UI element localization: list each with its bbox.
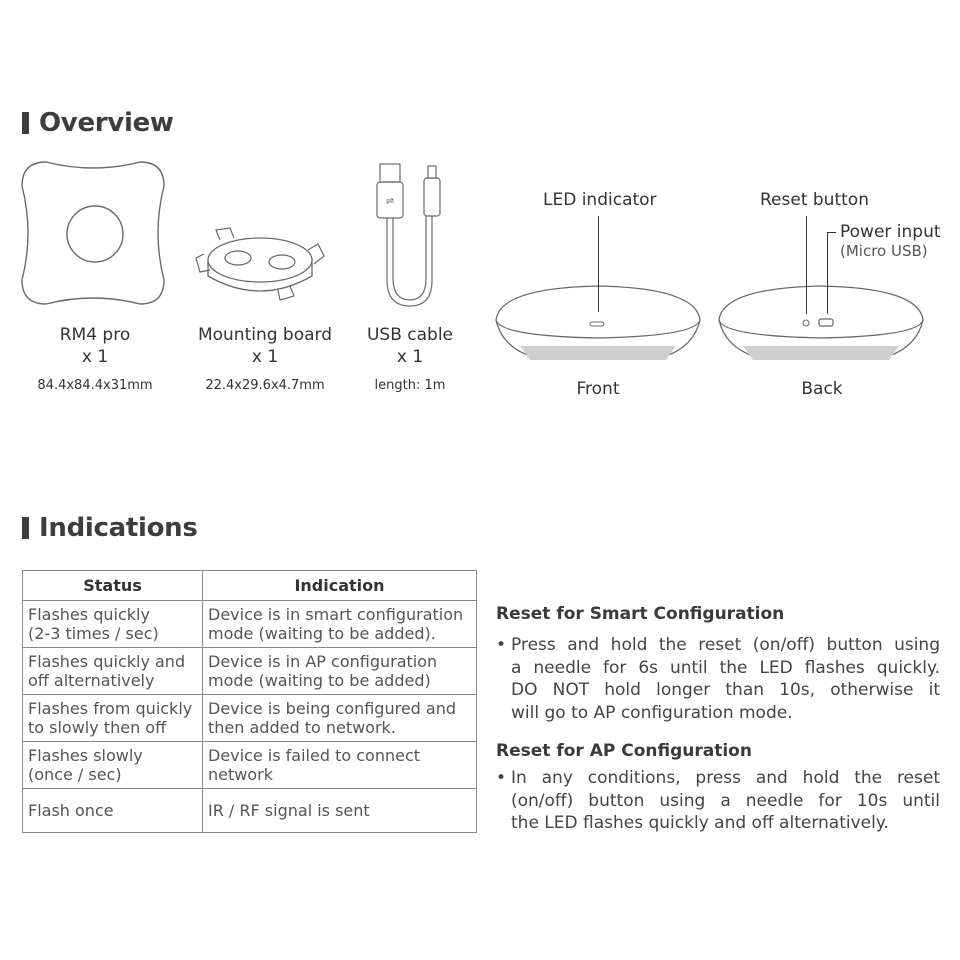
indications-title: Indications xyxy=(39,513,198,543)
table-row xyxy=(23,695,477,742)
product-name: RM4 pro xyxy=(59,325,131,345)
status-cell xyxy=(23,648,203,695)
rm4-pro-illustration xyxy=(18,158,168,308)
overview-title: Overview xyxy=(39,108,174,138)
cell-line: network xyxy=(208,765,273,784)
cell-line: to slowly then off xyxy=(28,718,167,737)
reset-leader-line xyxy=(806,216,807,314)
text-line: (on/off) button using a needle for 10s until xyxy=(511,790,940,811)
indications-heading xyxy=(22,513,198,543)
cell-line: IR / RF signal is sent xyxy=(208,801,370,820)
device-back-illustration xyxy=(713,280,929,370)
ap-reset-text xyxy=(496,767,940,835)
indication-cell xyxy=(203,742,477,789)
cell-line: mode (waiting to be added) xyxy=(208,671,431,690)
cell-line: Flash once xyxy=(28,801,114,820)
power-leader-line xyxy=(827,232,828,314)
text-line: Press and hold the reset (on/off) button using xyxy=(511,635,940,655)
smart-reset-heading: Reset for Smart Configuration xyxy=(496,604,785,624)
bullet-icon: • xyxy=(496,768,507,788)
product-name: USB cable xyxy=(366,325,454,345)
power-leader-tick xyxy=(827,232,836,233)
cell-line: Device is being configured and xyxy=(208,699,457,718)
smart-reset-text xyxy=(496,634,940,724)
status-cell xyxy=(23,601,203,648)
heading-bar xyxy=(22,517,29,539)
cell-line: Device is in AP configuration xyxy=(208,652,438,671)
bullet-icon: • xyxy=(496,635,507,655)
reset-button-label: Reset button xyxy=(760,190,869,210)
status-cell xyxy=(23,789,203,833)
led-indicator-label: LED indicator xyxy=(543,190,657,210)
power-input-label: Power input xyxy=(840,222,941,242)
cell-line: Flashes slowly xyxy=(28,746,143,765)
front-label: Front xyxy=(576,379,620,399)
cell-line: (2-3 times / sec) xyxy=(28,624,159,643)
table-row xyxy=(23,601,477,648)
back-label: Back xyxy=(801,379,843,399)
heading-bar xyxy=(22,112,29,134)
cell-line: Device is in smart configuration xyxy=(208,605,464,624)
indication-column-header: Indication xyxy=(203,571,477,601)
status-cell xyxy=(23,742,203,789)
text-line: the LED flashes quickly and off alternatively. xyxy=(511,813,889,833)
product-spec: length: 1m xyxy=(374,378,446,393)
cell-line: Device is failed to connect xyxy=(208,746,421,765)
text-line: a needle for 6s until the LED flashes quickly. xyxy=(511,657,940,678)
status-cell xyxy=(23,695,203,742)
table-row xyxy=(23,742,477,789)
product-spec: 22.4x29.6x4.7mm xyxy=(205,378,325,393)
cell-line: (once / sec) xyxy=(28,765,122,784)
table-row xyxy=(23,648,477,695)
table-header-row xyxy=(23,571,477,601)
cell-line: mode (waiting to be added). xyxy=(208,624,436,643)
cell-line: off alternatively xyxy=(28,671,155,690)
cell-line: then added to network. xyxy=(208,718,396,737)
text-line: will go to AP configuration mode. xyxy=(511,702,793,723)
indication-cell xyxy=(203,601,477,648)
text-line: In any conditions, press and hold the reset xyxy=(511,768,940,788)
mounting-board-illustration xyxy=(190,220,330,310)
indication-cell xyxy=(203,648,477,695)
indications-table xyxy=(22,570,477,833)
status-column-header: Status xyxy=(23,571,203,601)
svg-text:⇌: ⇌ xyxy=(385,196,395,207)
power-input-sublabel: (Micro USB) xyxy=(840,242,928,260)
product-qty: x 1 xyxy=(251,347,279,367)
cell-line: Flashes from quickly xyxy=(28,699,193,718)
indication-cell xyxy=(203,695,477,742)
table-row xyxy=(23,789,477,833)
product-name: Mounting board xyxy=(197,325,333,345)
indication-cell xyxy=(203,789,477,833)
product-spec: 84.4x84.4x31mm xyxy=(37,378,153,393)
product-qty: x 1 xyxy=(81,347,109,367)
text-line: DO NOT hold longer than 10s, otherwise it xyxy=(511,680,940,700)
cell-line: Flashes quickly xyxy=(28,605,150,624)
cell-line: Flashes quickly and xyxy=(28,652,186,671)
overview-heading xyxy=(22,108,174,138)
ap-reset-heading: Reset for AP Configuration xyxy=(496,741,752,761)
product-qty: x 1 xyxy=(396,347,424,367)
led-leader-line xyxy=(598,216,599,312)
usb-cable-illustration xyxy=(370,160,460,310)
